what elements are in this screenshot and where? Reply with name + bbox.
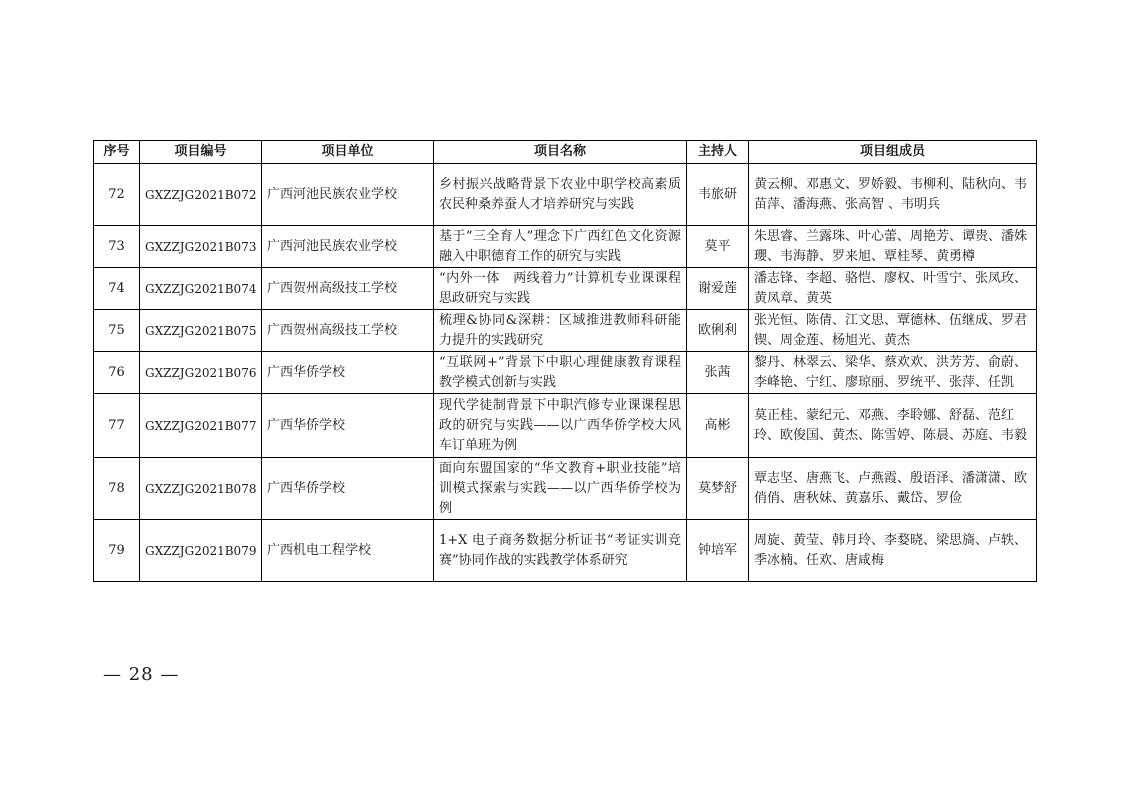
row-members: 朱思睿、兰露珠、叶心蕾、周艳芳、谭贵、潘姝瓔、韦海静、罗来旭、覃桂琴、黄勇樽 [749, 226, 1037, 268]
row-project-name: 面向东盟国家的“华文教育+职业技能”培训模式探索与实践——以广西华侨学校为例 [434, 458, 687, 520]
row-host: 莫梦舒 [687, 458, 749, 520]
table-row [94, 394, 1037, 458]
row-host: 韦旅研 [687, 164, 749, 226]
row-members: 张光恒、陈倩、江文思、覃德林、伍继成、罗君锲、周金莲、杨旭光、黄杰 [749, 310, 1037, 352]
row-index: 78 [94, 458, 140, 520]
row-unit: 广西华侨学校 [262, 394, 434, 458]
row-unit: 广西贺州高级技工学校 [262, 268, 434, 310]
row-index: 77 [94, 394, 140, 458]
table-row [94, 164, 1037, 226]
table-row [94, 458, 1037, 520]
table-row [94, 352, 1037, 394]
header-members: 项目组成员 [749, 141, 1037, 164]
row-project-name: 1+X 电子商务数据分析证书“考证实训竞赛”协同作战的实践教学体系研究 [434, 520, 687, 582]
row-host: 欧俐利 [687, 310, 749, 352]
header-code: 项目编号 [140, 141, 262, 164]
row-code: GXZZJG2021B073 [140, 226, 262, 268]
row-project-name: 梳理&协同&深耕：区域推进教师科研能力提升的实践研究 [434, 310, 687, 352]
row-project-name: “内外一体 两线着力”计算机专业课课程思政研究与实践 [434, 268, 687, 310]
row-members: 覃志坚、唐燕飞、卢燕霞、殷语泽、潘潇潇、欧俏俏、唐秋妹、黄嘉乐、戴岱、罗俭 [749, 458, 1037, 520]
row-index: 79 [94, 520, 140, 582]
row-index: 76 [94, 352, 140, 394]
row-unit: 广西贺州高级技工学校 [262, 310, 434, 352]
header-index: 序号 [94, 141, 140, 164]
row-unit: 广西河池民族农业学校 [262, 226, 434, 268]
row-index: 75 [94, 310, 140, 352]
row-host: 高彬 [687, 394, 749, 458]
row-code: GXZZJG2021B076 [140, 352, 262, 394]
row-project-name: 基于“三全育人”理念下广西红色文化资源融入中职德育工作的研究与实践 [434, 226, 687, 268]
row-unit: 广西华侨学校 [262, 352, 434, 394]
table-row [94, 520, 1037, 582]
row-host: 莫平 [687, 226, 749, 268]
table-header-row [94, 141, 1037, 164]
table-row [94, 268, 1037, 310]
row-index: 74 [94, 268, 140, 310]
row-members: 黎丹、林翠云、梁华、蔡欢欢、洪芳芳、俞蔚、李峰艳、宁红、廖琼丽、罗统平、张萍、任凯 [749, 352, 1037, 394]
row-host: 张茜 [687, 352, 749, 394]
row-unit: 广西华侨学校 [262, 458, 434, 520]
row-host: 钟培军 [687, 520, 749, 582]
row-code: GXZZJG2021B075 [140, 310, 262, 352]
row-code: GXZZJG2021B079 [140, 520, 262, 582]
page-number: — 28 — [103, 664, 180, 685]
row-code: GXZZJG2021B077 [140, 394, 262, 458]
header-unit: 项目单位 [262, 141, 434, 164]
row-project-name: “互联网+”背景下中职心理健康教育课程教学模式创新与实践 [434, 352, 687, 394]
row-index: 72 [94, 164, 140, 226]
row-members: 莫正桂、蒙纪元、邓燕、李聆娜、舒磊、范红玲、欧俊国、黄杰、陈雪婷、陈晨、苏庭、韦毅 [749, 394, 1037, 458]
header-name: 项目名称 [434, 141, 687, 164]
row-unit: 广西河池民族农业学校 [262, 164, 434, 226]
header-host: 主持人 [687, 141, 749, 164]
project-table [93, 140, 1037, 582]
row-project-name: 乡村振兴战略背景下农业中职学校高素质农民种桑养蚕人才培养研究与实践 [434, 164, 687, 226]
row-code: GXZZJG2021B078 [140, 458, 262, 520]
row-unit: 广西机电工程学校 [262, 520, 434, 582]
table-row [94, 226, 1037, 268]
row-members: 潘志锋、李超、骆恺、廖权、叶雪宁、张凤玫、黄凤章、黄英 [749, 268, 1037, 310]
row-code: GXZZJG2021B072 [140, 164, 262, 226]
row-code: GXZZJG2021B074 [140, 268, 262, 310]
row-host: 谢爱莲 [687, 268, 749, 310]
row-project-name: 现代学徒制背景下中职汽修专业课课程思政的研究与实践——以广西华侨学校大风车订单班为例 [434, 394, 687, 458]
table-row [94, 310, 1037, 352]
row-members: 周旋、黄莹、韩月玲、李婺晓、梁思旖、卢轶、季冰楠、任欢、唐咸梅 [749, 520, 1037, 582]
row-members: 黄云柳、邓惠文、罗娇毅、韦柳利、陆秋向、韦苗萍、潘海燕、张高智 、韦明兵 [749, 164, 1037, 226]
row-index: 73 [94, 226, 140, 268]
